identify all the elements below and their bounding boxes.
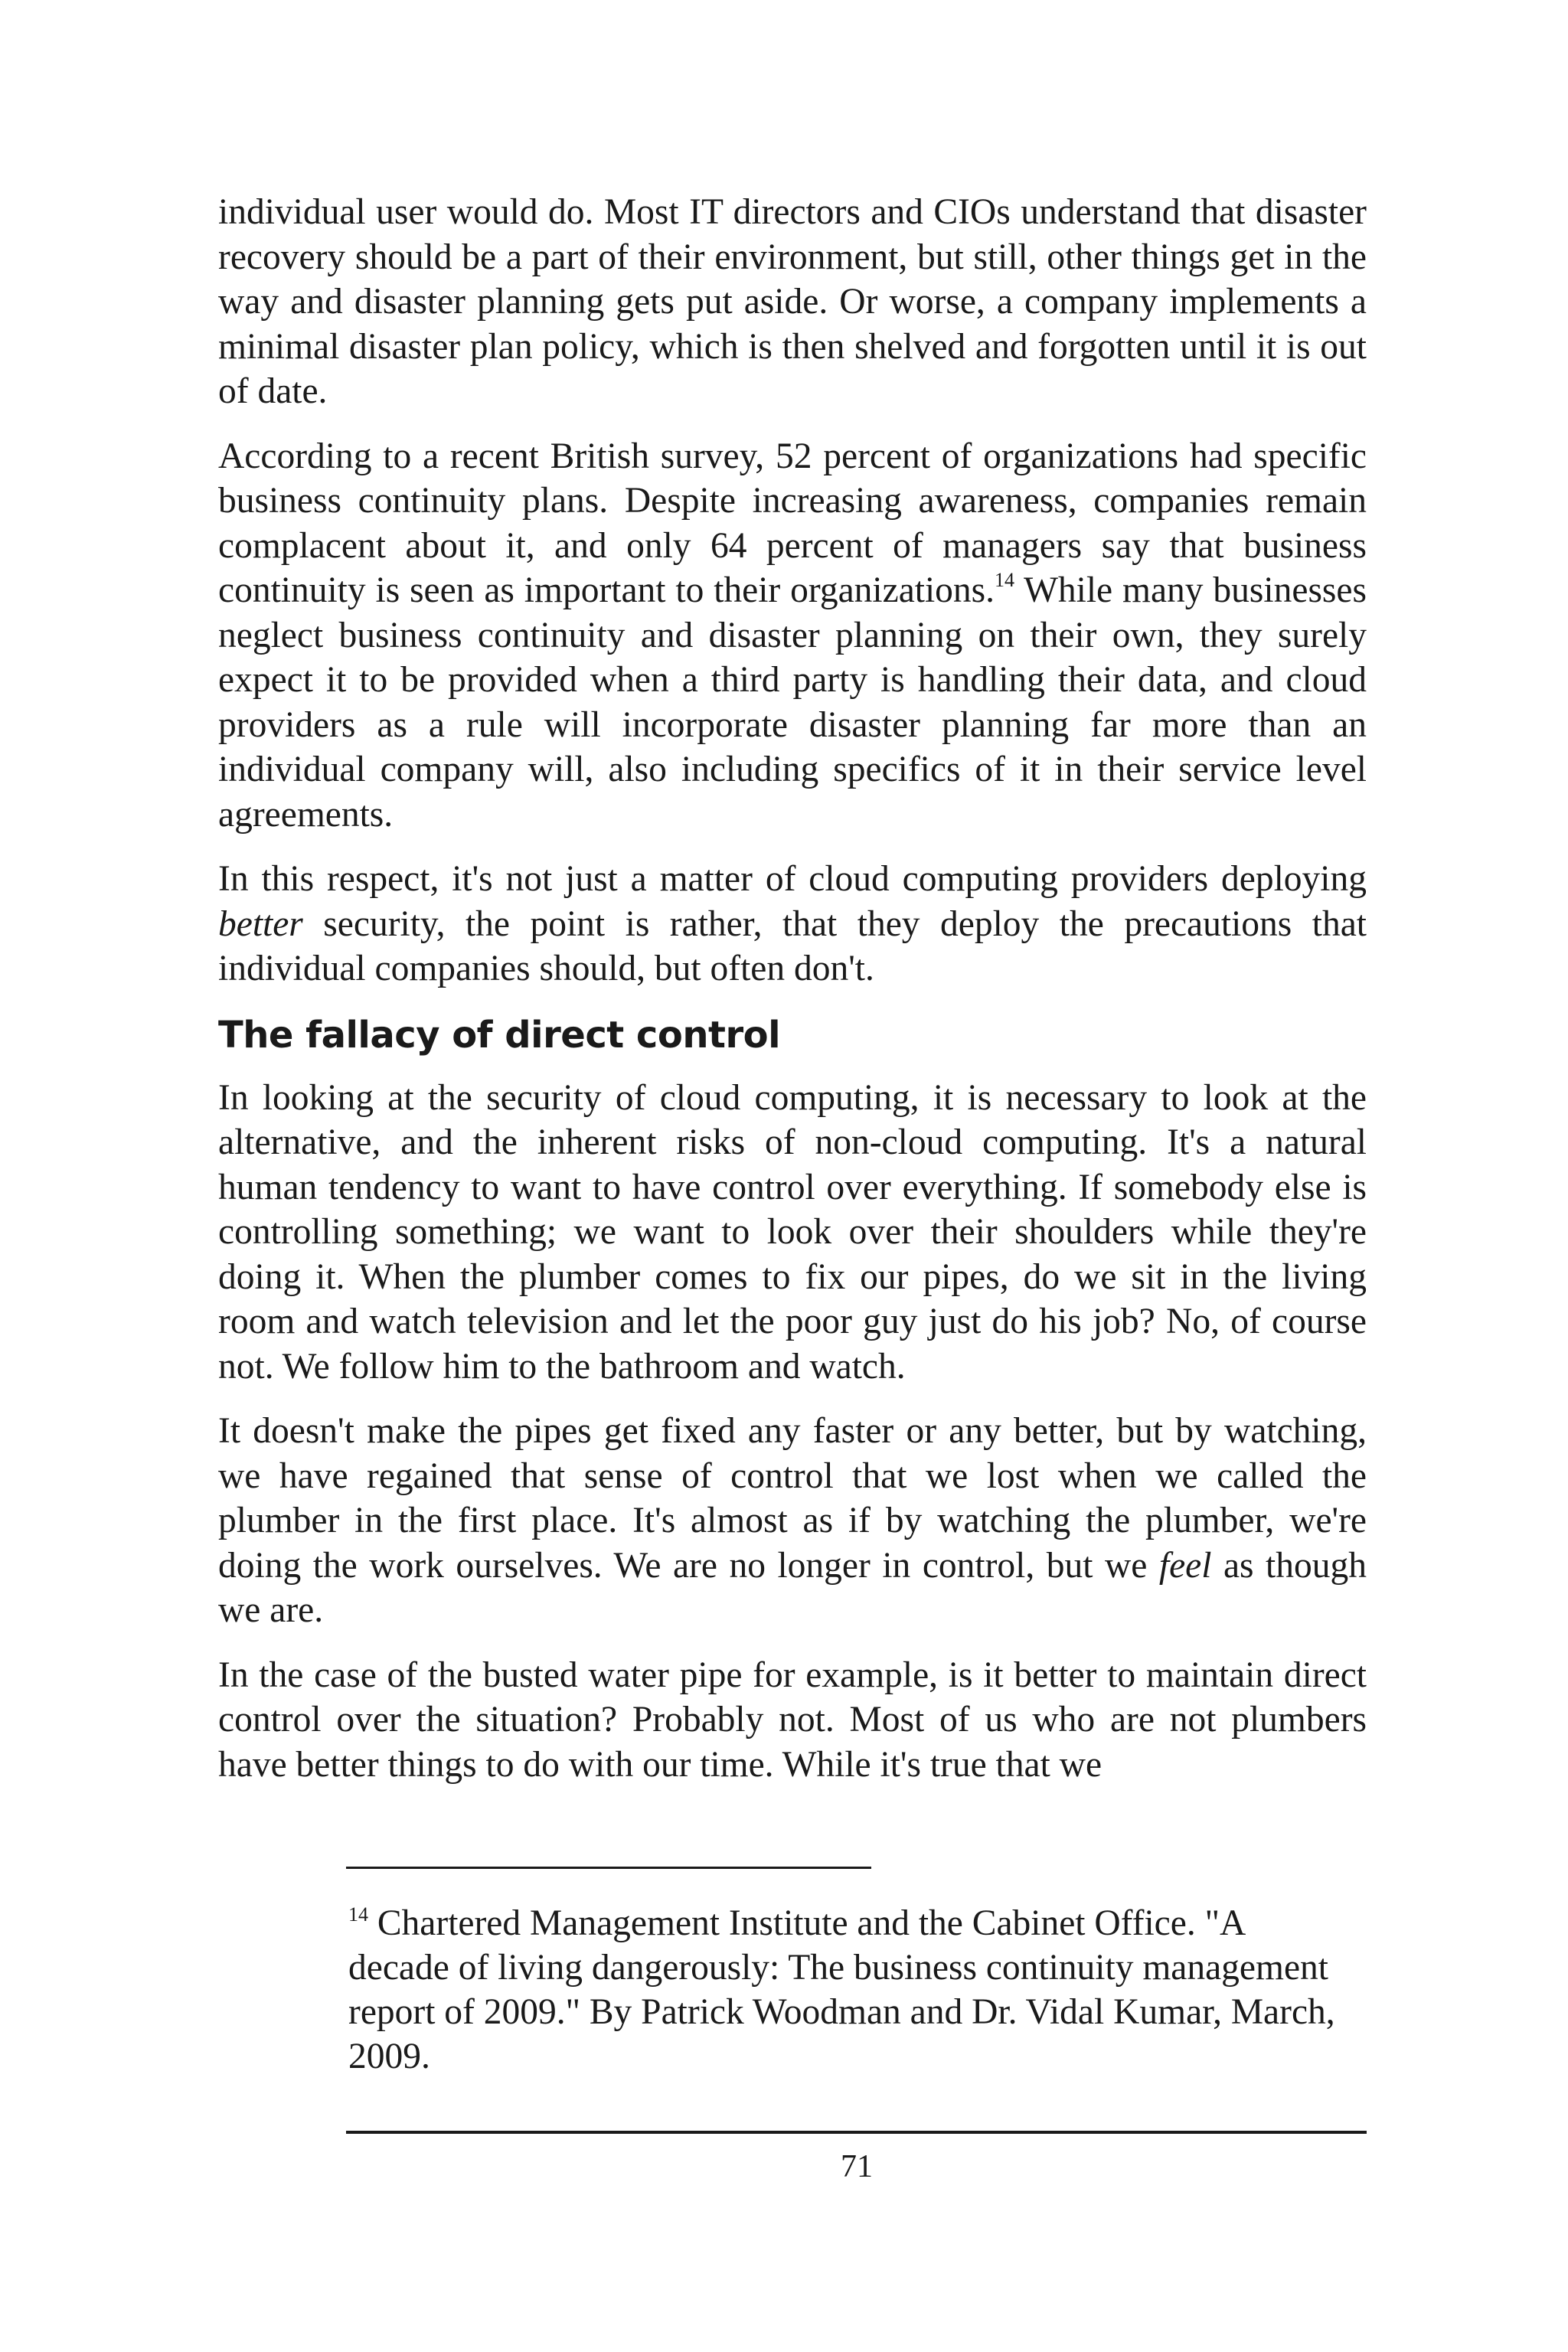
footer-divider: [346, 2131, 1367, 2134]
paragraph-2: [218, 434, 1367, 838]
paragraph-4: [218, 1076, 1367, 1390]
paragraph-2-text-a: According to a recent British survey, 52 percent of organizations had specific business continuity plans. Despite increasing awareness, companies remain complacent about it, and only 64 percent of managers say that business continuity is seen as important to their organizations.: [218, 436, 1367, 610]
paragraph-4-text: In looking at the security of cloud computing, it is necessary to look at the alternative, and the inherent risks of non-cloud computing. It's a natural human tendency to want to have control over everything. If somebody else is controlling something; we want to look over their shoulders while they're doing it. When the plumber comes to fix our pipes, do we sit in the living room and watch television and let the poor guy just do his job? No, of course not. We follow him to the bathroom and watch.: [218, 1077, 1367, 1387]
body-text: [218, 190, 1367, 1807]
paragraph-3-text-b: security, the point is rather, that they deploy the precautions that individual companies should, but often don't.: [218, 903, 1367, 988]
paragraph-6: [218, 1653, 1367, 1788]
footnote-number: 14: [348, 1903, 368, 1926]
paragraph-2-text-b: While many businesses neglect business continuity and disaster planning on their own, they surely expect it to be provided when a third party is handling their data, and cloud providers as a rule will incorporate disaster planning far more than an individual company will, also including specifics of it in their service level agreements.: [218, 570, 1367, 835]
paragraph-6-text: In the case of the busted water pipe for example, is it better to maintain direct control over the situation? Probably not. Most of us who are not plumbers have better things to do with our time. While it's true that we: [218, 1655, 1367, 1785]
paragraph-5: [218, 1409, 1367, 1633]
paragraph-1-text: individual user would do. Most IT directors and CIOs understand that disaster recovery should be a part of their environment, but still, other things get in the way and disaster planning gets put aside. Or worse, a company implements a minimal disaster plan policy, which is then shelved and forgotten until it is out of date.: [218, 192, 1367, 411]
paragraph-1: [218, 190, 1367, 414]
paragraph-5-text-a: It doesn't make the pipes get fixed any faster or any better, but by watching, we have regained that sense of control that we lost when we called the plumber in the first place. It's almost as if by watching the plumber, we're doing the work ourselves. We are no longer in control, but we: [218, 1411, 1367, 1586]
footnote-reference: 14: [995, 569, 1015, 591]
page-number: 71: [841, 2149, 873, 2184]
paragraph-3: [218, 857, 1367, 991]
section-heading: The fallacy of direct control: [218, 1013, 781, 1057]
paragraph-3-text-a: In this respect, it's not just a matter of cloud computing providers deploying: [218, 859, 1367, 899]
emphasis-feel: feel: [1158, 1545, 1212, 1586]
paragraph-5-text-b: as though we are.: [218, 1545, 1367, 1630]
emphasis-better: better: [218, 903, 303, 944]
footnote-text: Chartered Management Institute and the Cabinet Office. "A decade of living dangerously: The business continuity management report of 2009." By Patrick Woodman and Dr. Vidal Kumar, March, 2009.: [348, 1903, 1335, 2076]
footnote-divider: [346, 1867, 871, 1869]
footnote: [348, 1901, 1344, 2079]
